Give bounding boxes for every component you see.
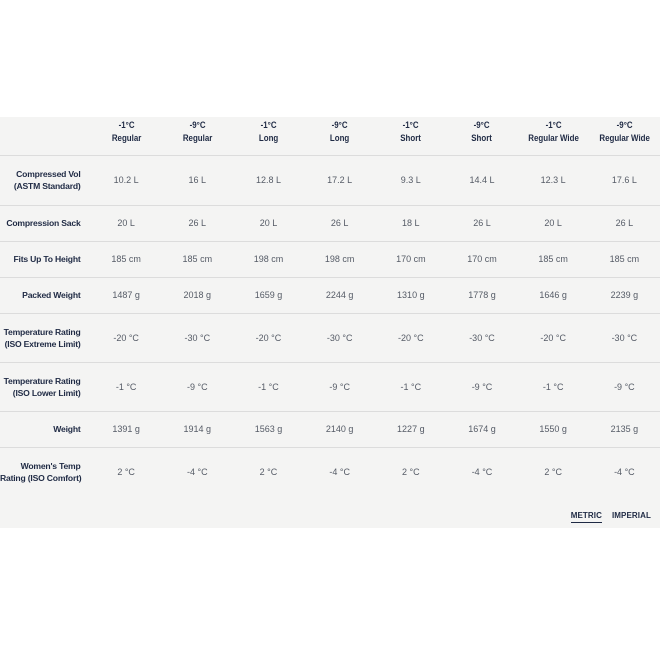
table-cell: 17.2 L [327,175,353,185]
table-cell: 185 cm [182,254,213,264]
table-cell: 185 cm [111,254,141,264]
table-cell: 1227 g [397,424,425,434]
table-cell: 2140 g [325,424,354,434]
column-header: -1°C Regular Wide [527,120,579,143]
table-row [0,241,660,277]
column-header: -9°C Regular [182,120,213,143]
table-cell: 2018 g [183,290,212,300]
table-row [0,411,660,447]
row-label [0,362,91,411]
table-cell: 16 L [188,175,207,185]
table-cell: 9.3 L [400,175,421,185]
column-header: -9°C Short [471,120,493,143]
table-cell: -1 °C [400,381,422,392]
table-cell: 2239 g [610,290,639,300]
table-cell: -4 °C [329,466,350,477]
row-label-line: Temperature Rating [3,375,81,386]
table-cell: -20 °C [398,332,424,343]
table-cell: 2135 g [610,424,639,434]
row-label-line: Rating (ISO Comfort) [0,472,82,483]
table-cell: 10.2 L [113,175,139,185]
row-label-line: Temperature Rating [3,326,81,337]
table-cell: -9 °C [614,381,635,392]
table-cell: 1659 g [254,290,283,300]
table-cell: 26 L [330,218,349,228]
table-cell: 26 L [188,218,207,228]
row-label-line: (ISO Extreme Limit) [4,338,81,349]
table-cell: -4 °C [187,466,208,477]
table-cell: 170 cm [467,254,497,264]
table-cell: 12.3 L [540,175,566,185]
table-cell: 1391 g [112,424,140,434]
table-cell: 18 L [402,218,420,228]
row-label-line: Women's Temp [20,460,81,471]
row-label-line: Fits Up To Height [13,254,81,264]
table-cell: 1310 g [397,290,425,300]
row-label [0,277,91,313]
metric-toggle[interactable]: METRIC [571,511,602,523]
table-cell: 185 cm [609,254,640,264]
table-cell: 2 °C [117,466,135,477]
row-label [0,205,91,241]
table-cell: 17.6 L [611,175,637,185]
table-cell: 2 °C [544,466,562,477]
table-cell: 1914 g [183,424,212,434]
row-label [0,155,91,205]
row-label [0,241,91,277]
table-cell: 1550 g [539,424,567,434]
table-cell: 198 cm [253,254,284,264]
table-cell: 2 °C [402,466,420,477]
table-cell: 26 L [615,218,634,228]
table-cell: -9 °C [187,381,208,392]
row-label-line: Packed Weight [22,290,81,300]
table-cell: 20 L [259,218,278,228]
table-cell: 1487 g [112,290,140,300]
table-cell: -1 °C [542,381,564,392]
row-label-line: Compressed Vol [16,169,81,179]
table-cell: -30 °C [326,332,353,343]
imperial-toggle[interactable]: IMPERIAL [611,511,651,520]
row-label-line: (ISO Lower Limit) [12,387,81,398]
table-cell: -20 °C [113,332,139,343]
table-row [0,362,660,411]
table-cell: -30 °C [469,332,495,343]
table-cell: 2244 g [325,290,354,300]
column-header: -9°C Long [329,120,350,143]
table-cell: -30 °C [611,332,638,343]
table-cell: -9 °C [329,381,350,392]
table-cell: 170 cm [396,254,426,264]
table-cell: -1 °C [115,381,137,392]
table-cell: -20 °C [540,332,566,343]
table-cell: 12.8 L [255,175,281,185]
table-cell: -4 °C [614,466,635,477]
column-header: -1°C Short [400,120,422,143]
table-cell: -9 °C [471,381,493,392]
table-cell: -30 °C [184,332,211,343]
row-label [0,313,91,362]
table-cell: 26 L [473,218,491,228]
table-row [0,205,660,241]
unit-toggle [571,511,651,523]
corner-cell [5,117,85,155]
table-cell: 14.4 L [469,175,495,185]
table-cell: 1674 g [468,424,496,434]
table-cell: 2 °C [259,466,278,477]
table-cell: 185 cm [538,254,568,264]
table-cell: 198 cm [324,254,355,264]
table-row [0,313,660,362]
table-row [0,277,660,313]
table-cell: -20 °C [255,332,282,343]
specs-table [0,117,660,496]
table-cell: -1 °C [258,381,279,392]
column-header: -9°C Regular Wide [599,120,650,143]
table-row [0,447,660,496]
column-header: -1°C Long [258,120,279,143]
table-cell: 1646 g [539,290,567,300]
column-header: -1°C Regular [111,120,141,143]
specs-panel [0,117,660,528]
table-cell: 20 L [544,218,562,228]
row-label-line: (ASTM Standard) [13,181,81,191]
table-row [0,155,660,205]
row-label [0,447,91,496]
table-cell: -4 °C [471,466,493,477]
table-cell: 1778 g [468,290,496,300]
header-row [0,117,660,155]
row-label [0,411,91,447]
row-label-line: Compression Sack [6,218,81,228]
table-cell: 20 L [117,218,135,228]
row-label-line: Weight [53,424,81,434]
table-cell: 1563 g [254,424,283,434]
